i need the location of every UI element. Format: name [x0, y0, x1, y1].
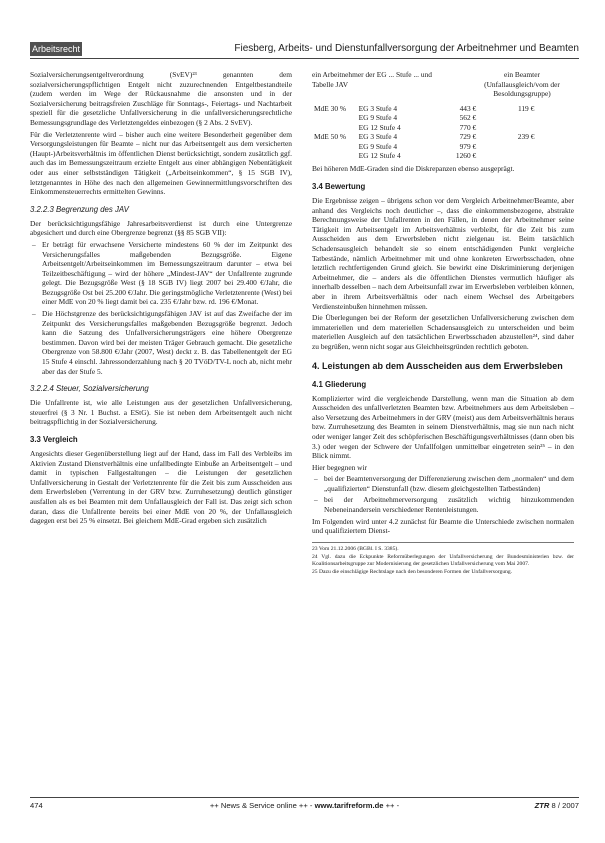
footer-url-link[interactable]: www.tarifreform.de [314, 801, 384, 810]
list-item: – Er beträgt für erwachsene Versicherte mindestens 60 % der im Zeitpunkt des Versicherungsfalles maßgebenden Bezugsgröße. Eigene Arbeitsentgelt/Arbeitseinkommen im Bemessungszeitraum darunter – etwa bei Teilzeitbeschäftigung – wird der höhere „Mindest-JAV“ der Unfallrente zugrunde gelegt. Die Bezugsgröße West (§ 18 SGB IV) liegt 2007 bei 29.400 €/Jahr, die Bezugsgröße Ost bei 25.200 €/Jahr. Die geringstmögliche Verletztenrente (West) bei einer MdE von 20 % liegt damit bei ca. 235 €/Jahr bzw. rd. 196 €/Monat. [30, 240, 292, 307]
table-cell-mde [312, 151, 357, 160]
section-badge: Arbeitsrecht [31, 44, 81, 54]
table-cell-beamter [478, 123, 574, 132]
table-cell-mde [312, 113, 357, 122]
footer-suffix: ++ - [383, 801, 400, 810]
list-item: – bei der Beamtenversorgung der Differenzierung zwischen dem „normalen“ und dem „qualifizierten“ Dienstunfall (bzw. diesem gleichgestellten Tatbeständen) [312, 474, 574, 493]
paragraph: Für die Verletztenrente wird – bisher auch eine weitere Besonderheit gegenüber dem Versorgungsleistungen für Beamte – nicht nur das Arbeitsentgelt aus dem versicherten (Haupt-)Arbeitsverhältnis im öffentlichen Dienst berücksichtigt, sondern zusätzlich ggf. auch das im Bemessungszeitraum erzielte Entgelt aus einer abhängigen Nebentätigkeit oder aus einer selbstständigen Tätigkeit („Arbeitseinkommen“, § 15 SGB IV), letztgenanntes in Höhe des nach den allgemeinen Gewinnermittlungsvorschriften des Einkommensteuerrechts ermittelten Gewinns. [30, 129, 292, 197]
paragraph: Die Unfallrente ist, wie alle Leistungen aus der gesetzlichen Unfallversicherung, steuerfrei (§ 3 Nr. 1 Buchst. a EStG). Sie ist neben dem Arbeitsentgelt auch nicht beitragspflichtig in der Sozialversicherung. [30, 398, 292, 427]
paragraph: Hier begegnen wir [312, 462, 367, 472]
journal-brand: ZTR [534, 801, 550, 810]
table-row [312, 123, 574, 132]
journal-issue [535, 800, 579, 812]
page-header [30, 42, 579, 56]
left-column [30, 70, 292, 528]
running-title: Fiesberg, Arbeits- und Dienstunfallversorgung der Arbeitnehmer und Beamten [234, 43, 579, 54]
footnotes [312, 542, 574, 576]
section-heading: 3.4 Bewertung [312, 182, 366, 192]
table-cell-beamter: 119 € [517, 104, 535, 113]
table-cell-eg: EG 12 Stufe 4 [358, 151, 401, 161]
table-cell-val: 1260 € [455, 151, 477, 161]
table-cell-mde [312, 142, 357, 151]
paragraph: Komplizierter wird die vergleichende Darstellung, wenn man die Situation ab dem Ausscheiden des unfallverletzten Beamten bzw. Arbeitnehmers aus dem Arbeitsleben – also Versetzung des Arbeitnehmers in der GRV (meist) aus dem Arbeitsverhältnis heraus bzw. Zurruhesetzung des Beamten in seinem Dienstverhältnis, mag sie nun nach nicht oder weniger langer Zeit des schöpferischen Beschäftigungsverhältnisses (dann oben bis 3.) oder wegen der Schwere der Unfallfolgen unmittelbar eingetreten sein²⁵ – in den Blick nimmt. [312, 393, 574, 461]
table-cell-mde [312, 123, 357, 132]
comparison-table [312, 104, 574, 160]
table-cell-mde: MdE 50 % [314, 132, 347, 142]
table-row [312, 104, 574, 113]
paragraph: Die Überlegungen bei der Reform der gesetzlichen Unfallversicherung zwischen dem immateriellen und dem materiellen Schadensausgleich zu unterscheiden und beim materiellen Ausgleich auf den tatsächlichen Erwerbsschaden abzustellen²⁴, sind daher zu begrüßen, wenn nicht sogar aus Gleichheitsgründen rechtlich geboten. [312, 313, 574, 351]
section-heading: 3.2.2.4 Steuer, Sozialversicherung [30, 384, 149, 394]
table-row [312, 142, 574, 151]
paragraph: Die Ergebnisse zeigen – übrigens schon vor dem Vergleich Arbeitnehmer/Beamte, aber anhand des Vergleichs noch deutlicher –, dass die einkommensbezogene, abstrakte Berechnungsweise der Unfallrenten in den Fällen, in denen der Arbeitnehmer seine Tätigkeit im Arbeitsentgelt im Arbeitsverhältnis verbleibt, für die Zeit bis zum Ausscheiden aus dem Erwerbsleben nicht zielgenau ist. Beim tatsächlich Schadensausgleich behandelt sie so einem entschädigenden Punkt vergleiche Tatbestände, nämlich Arbeitnehmer mit und ohne konkreten Erwerbsschaden, ohne letztlich rechtfertigenden Grund gleich. Sie bewirkt eine Diskriminierung derjenigen Arbeitnehmer, die – anders als die öffentlichen Dienstes vermutlich häufiger als innerhalb desselben – nach dem Arbeitsunfall zwar im Erwerbsleben verbleiben können, aber in ihrem Arbeitsverhältnis oder nach einem Wechsel des Arbeitgebers Verdiensteinbußen hinnehmen müssen. [312, 196, 574, 311]
table-cell-beamter [478, 113, 574, 122]
footer-service-line [30, 800, 579, 812]
table-cell-beamter [478, 142, 574, 151]
section-heading: 4.1 Gliederung [312, 379, 367, 389]
bullet-list [312, 474, 574, 514]
paragraph: Der berücksichtigungsfähige Jahresarbeitsverdienst ist durch eine Untergrenze abgesichert und durch eine Obergrenze begrenzt (§§ 85 SGB VII): [30, 218, 292, 238]
section-heading: 3.3 Vergleich [30, 435, 78, 444]
table-cell-eg: EG 3 Stufe 4 [358, 132, 398, 142]
table-header-right: ein Beamter (Unfallausgleich/vom der Besoldungsgruppe) [484, 70, 560, 99]
section-heading: 3.2.2.3 Begrenzung des JAV [30, 204, 129, 214]
footer-prefix: ++ News & Service online ++ - [209, 801, 315, 810]
issue-number: 8 / 2007 [551, 801, 579, 810]
footnote: 24 Vgl. dazu die Eckpunkte Reformüberlegungen der Unfallversicherung der Bundesministerien bzw. der Koalitionsarbeitsgruppe zur Modernisierung der gesetzlichen Unfallversicherung vom Mai 2007. [312, 553, 574, 567]
chapter-heading: 4. Leistungen ab dem Ausscheiden aus dem Erwerbsleben [312, 360, 563, 371]
table-row [312, 132, 574, 141]
bullet-list [30, 240, 292, 376]
paragraph: Im Folgenden wird unter 4.2 zunächst für Beamte die Unterschiede zwischen normalen und qualifiziertem Dienst- [312, 516, 574, 536]
footnote: 25 Dazu die einschlägige Rechtslage nach den besonderen Formen der Unfallversorgung. [312, 568, 513, 575]
table-cell-mde: MdE 30 % [314, 104, 347, 113]
table-cell-eg: EG 3 Stufe 4 [358, 104, 398, 113]
list-item: – bei der Arbeitnehmerversorgung zusätzlich wichtig hinzukommenden Nebeneinandersein verschiedener Rentenleistungen. [312, 495, 574, 514]
table-cell-eg: EG 9 Stufe 4 [358, 141, 398, 151]
table-cell-val: 562 € [459, 113, 477, 123]
table-cell-beamter [478, 151, 574, 160]
table-cell-eg: EG 9 Stufe 4 [358, 113, 398, 123]
table-cell-val: 770 € [459, 122, 477, 132]
table-cell-eg: EG 12 Stufe 4 [358, 122, 401, 132]
table-cell-val: 443 € [459, 104, 477, 113]
table-row [312, 113, 574, 122]
list-item: – Die Höchstgrenze des berücksichtigungsfähigen JAV ist auf das Zweifache der im Zeitpunkt des Versicherungsfalles maßgebenden Bezugsgröße begrenzt. Jedoch kann die Satzung des Unfallversicherungsträgers eine höhere Obergrenze bestimmen. Davon wird bei der meisten Träger Gebrauch gemacht. Die gesetzliche Obergrenze von 58.800 €/Jahr (2007, West) deckt z. B. das Tabellenentgelt der EG 15 Stufe 4 einschl. Jahressonderzahlung nach § 20 TVöD/TV-L noch ab, nicht mehr aber das der Stufe 5. [30, 309, 292, 376]
table-cell-val: 979 € [459, 141, 477, 151]
paragraph: Bei höheren MdE-Graden sind die Diskrepanzen ebenso ausgeprägt. [312, 164, 515, 174]
paragraph: Angesichts dieser Gegenüberstellung liegt auf der Hand, dass im Fall des Verbleibs im Aktivien Zustand Dienstverhältnis eine unfallbedingte Einbuße an Arbeitsentgelt – und damit in typischen Fallgestaltungen – die Leistungen der gesetzlichen Unfallversicherung in Gestalt der Verletztenrente für die Zeit bis zum Ausscheiden aus dem Erwerbsleben (Verrentung in der GRV bzw. Zurruhesetzung) deutlich günstiger ausfallen als es bei Beamten mit dem Unfallausgleich der Fall ist. Das zeigt sich schon daran, dass die Unfallrente bereits bei einer MdE von 20 %, der Unfallausgleich dagegen erst bei 25 % einsetzt. Bei gleichem MdE-Grad ergeben sich zusätzlich [30, 449, 292, 526]
header-rule [30, 58, 579, 59]
table-cell-beamter: 239 € [517, 132, 535, 142]
page-footer [30, 800, 579, 812]
paragraph: Sozialversicherungsentgeltverordnung (SvEV)²³ genannten dem sozialversicherungspflichtigen Entgelt nicht zuzurechnenden Entgeltbestandteile (zudem werden im Wege der Rückausnahme die ansonsten und in der Sozialversicherung beitragsfreien Zuschläge für Sonntags-, Feiertags- und Nachtarbeit speziell für die gesetzliche Unfallversicherung in die unfallversicherungsrechtliche Bemessungsgrundlage des Verletztengeldes einbezogen (§ 2 Abs. 2 SvEV). [30, 70, 292, 127]
table-cell-val: 729 € [459, 132, 477, 142]
right-column [312, 70, 574, 577]
page-number: 474 [30, 801, 43, 810]
footnote: 23 Vom 21.12.2006 (BGBl. I S. 3385). [312, 545, 399, 552]
footer-rule [30, 797, 579, 798]
table-header [312, 70, 574, 100]
table-row [312, 151, 574, 160]
table-header-left: ein Arbeitnehmer der EG ... Stufe ... und Tabelle JAV [312, 70, 432, 89]
